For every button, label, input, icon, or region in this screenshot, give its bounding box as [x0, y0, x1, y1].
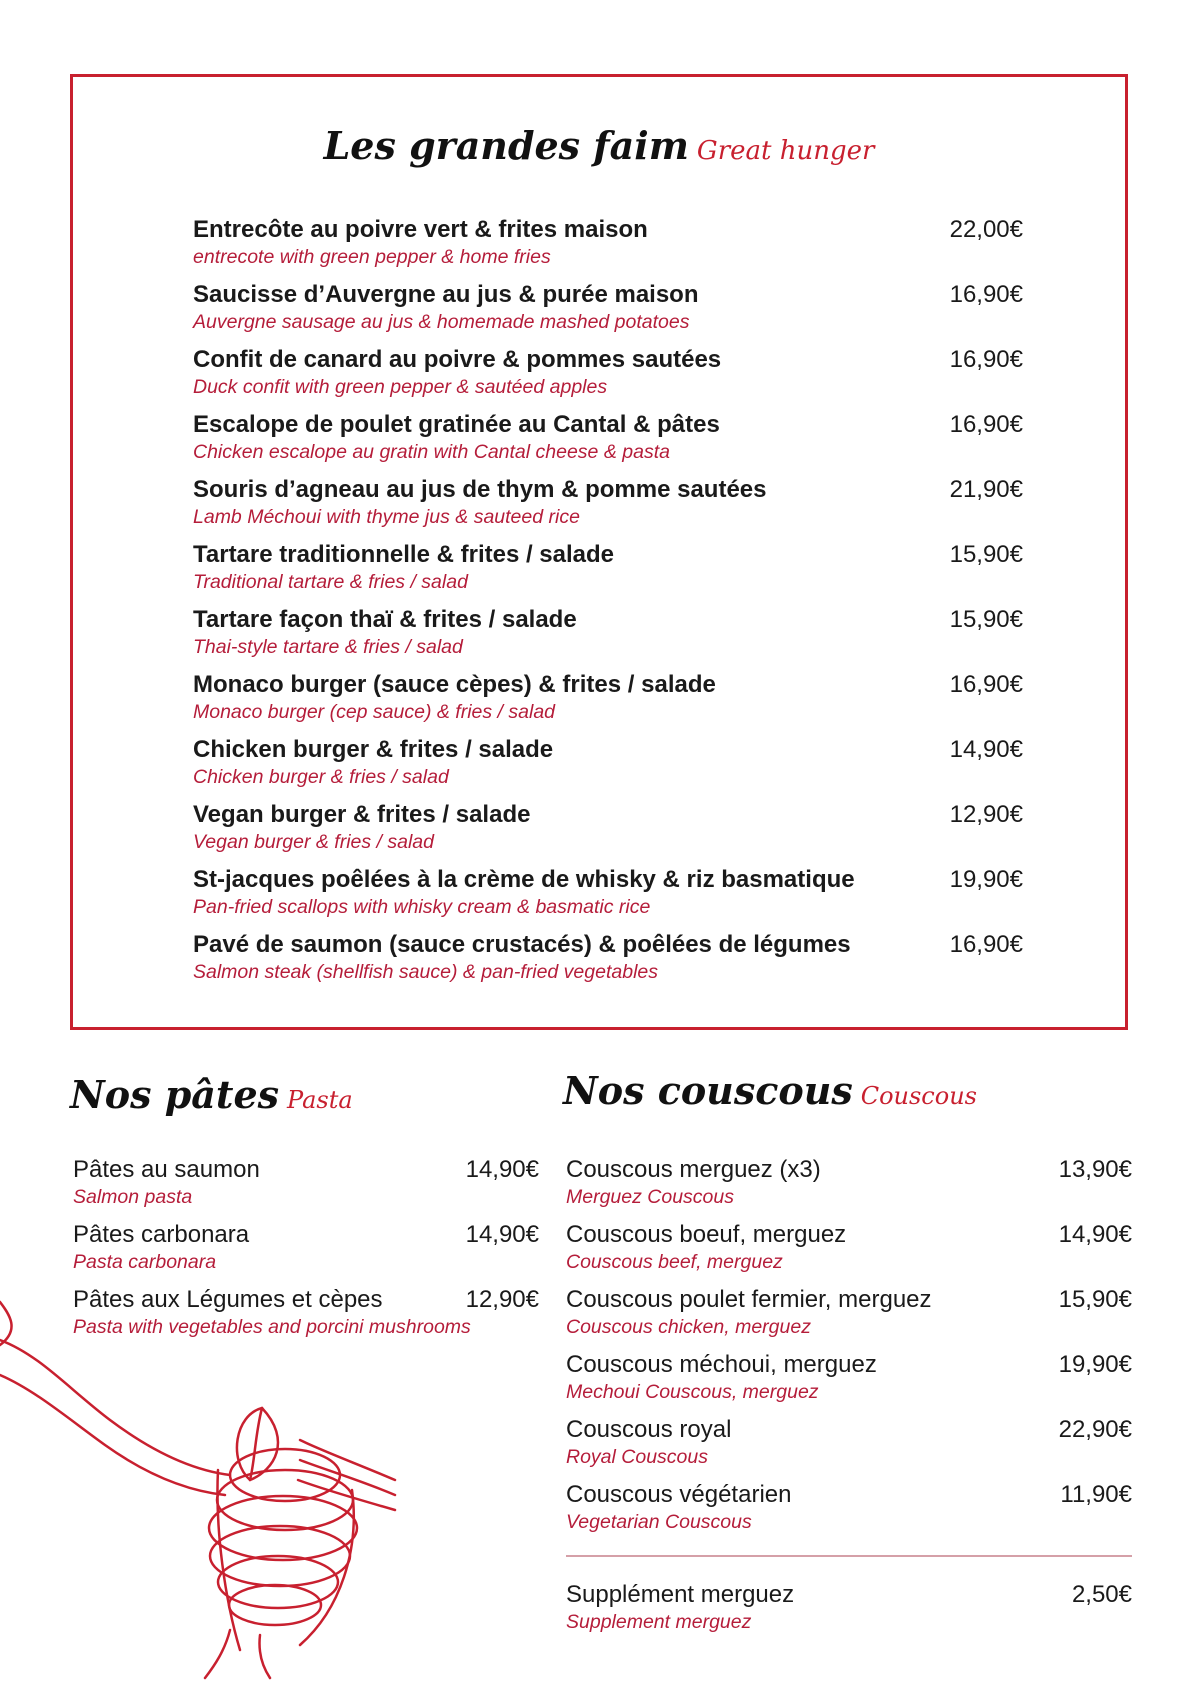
- dish-name: St-jacques poêlées à la crème de whisky & riz basmatique: [193, 866, 855, 893]
- dish-translation: Salmon pasta: [73, 1186, 193, 1208]
- dish-price: 15,90€: [949, 606, 1023, 633]
- menu-item: [193, 800, 1023, 865]
- menu-item: [193, 735, 1023, 800]
- dish-price: 13,90€: [1058, 1156, 1132, 1183]
- dish-price: 19,90€: [949, 866, 1023, 893]
- dish-price: 12,90€: [465, 1286, 539, 1313]
- dish-price: 14,90€: [465, 1156, 539, 1183]
- dish-translation: Mechoui Couscous, merguez: [566, 1381, 819, 1403]
- menu-item: [566, 1285, 1132, 1350]
- menu-item: [566, 1415, 1132, 1480]
- dish-name: Pâtes au saumon: [73, 1156, 260, 1183]
- dish-price: 14,90€: [465, 1221, 539, 1248]
- dish-name: Souris d’agneau au jus de thym & pomme sautées: [193, 476, 767, 503]
- dish-name: Tartare traditionnelle & frites / salade: [193, 541, 615, 568]
- dish-price: 19,90€: [1058, 1351, 1132, 1378]
- dish-name: Couscous merguez (x3): [566, 1156, 821, 1183]
- menu-item: [73, 1220, 539, 1285]
- dish-translation: Royal Couscous: [566, 1446, 708, 1468]
- menu-item: [193, 670, 1023, 735]
- dish-translation: Pasta with vegetables and porcini mushrooms: [73, 1316, 471, 1338]
- dish-translation: Pasta carbonara: [73, 1251, 217, 1273]
- menu-item: [73, 1155, 539, 1220]
- dish-translation: Salmon steak (shellfish sauce) & pan-fried vegetables: [193, 961, 658, 983]
- dish-price: 16,90€: [949, 671, 1023, 698]
- dish-price: 11,90€: [1060, 1481, 1132, 1508]
- menu-item: [566, 1580, 1132, 1645]
- dish-name: Monaco burger (sauce cèpes) & frites / salade: [193, 671, 716, 698]
- dish-translation: Thai-style tartare & fries / salad: [193, 636, 463, 658]
- dish-translation: Chicken escalope au gratin with Cantal cheese & pasta: [193, 441, 670, 463]
- menu-item: [566, 1155, 1132, 1220]
- main-section-title: Les grandes faim: [323, 123, 689, 168]
- dish-name: Confit de canard au poivre & pommes sautées: [193, 346, 722, 373]
- couscous-section-heading: [563, 1068, 977, 1113]
- dish-name: Couscous poulet fermier, merguez: [566, 1286, 932, 1313]
- menu-item: [193, 930, 1023, 995]
- dish-name: Pâtes aux Légumes et cèpes: [73, 1286, 383, 1313]
- menu-item: [193, 215, 1023, 280]
- dish-price: 15,90€: [1058, 1286, 1132, 1313]
- dish-translation: Duck confit with green pepper & sautéed apples: [193, 376, 608, 398]
- dish-name: Couscous méchoui, merguez: [566, 1351, 877, 1378]
- dish-translation: Traditional tartare & fries / salad: [193, 571, 468, 593]
- pasta-section-heading: [70, 1072, 353, 1117]
- dish-name: Chicken burger & frites / salade: [193, 736, 554, 763]
- dish-price: 14,90€: [949, 736, 1023, 763]
- supplement-divider: [566, 1555, 1132, 1557]
- main-section-frame: [70, 74, 1128, 1030]
- dish-name: Vegan burger & frites / salade: [193, 801, 531, 828]
- dish-name: Pavé de saumon (sauce crustacés) & poêlées de légumes: [193, 931, 851, 958]
- dish-price: 12,90€: [949, 801, 1023, 828]
- dish-price: 15,90€: [949, 541, 1023, 568]
- dish-translation: Couscous beef, merguez: [566, 1251, 783, 1273]
- menu-item: [566, 1220, 1132, 1285]
- dish-name: Couscous boeuf, merguez: [566, 1221, 847, 1248]
- main-section-subtitle: Great hunger: [696, 136, 875, 166]
- dish-price: 16,90€: [949, 931, 1023, 958]
- dish-name: Escalope de poulet gratinée au Cantal & pâtes: [193, 411, 720, 438]
- supplement-list: [566, 1580, 1132, 1645]
- dish-price: 16,90€: [949, 281, 1023, 308]
- dish-translation: Merguez Couscous: [566, 1186, 734, 1208]
- dish-price: 22,90€: [1058, 1416, 1132, 1443]
- menu-item: [566, 1480, 1132, 1545]
- menu-item: [566, 1350, 1132, 1415]
- dish-translation: Auvergne sausage au jus & homemade mashed potatoes: [193, 311, 690, 333]
- dish-price: 21,90€: [949, 476, 1023, 503]
- dish-price: 22,00€: [949, 216, 1023, 243]
- dish-name: Couscous végétarien: [566, 1481, 792, 1508]
- couscous-list: [566, 1155, 1132, 1545]
- dish-name: Supplément merguez: [566, 1581, 795, 1608]
- dish-price: 16,90€: [949, 411, 1023, 438]
- dish-translation: entrecote with green pepper & home fries: [193, 246, 551, 268]
- main-section-heading: [73, 123, 1125, 168]
- main-dish-list: [193, 215, 1023, 995]
- dish-name: Entrecôte au poivre vert & frites maison: [193, 216, 648, 243]
- dish-name: Pâtes carbonara: [73, 1221, 250, 1248]
- dish-translation: Pan-fried scallops with whisky cream & basmatic rice: [193, 896, 651, 918]
- dish-translation: Lamb Méchoui with thyme jus & sauteed rice: [193, 506, 580, 528]
- menu-item: [193, 475, 1023, 540]
- menu-item: [193, 605, 1023, 670]
- menu-item: [193, 345, 1023, 410]
- dish-translation: Vegan burger & fries / salad: [193, 831, 434, 853]
- dish-translation: Vegetarian Couscous: [566, 1511, 752, 1533]
- pasta-section-subtitle: Pasta: [287, 1086, 353, 1114]
- menu-item: [193, 865, 1023, 930]
- dish-price: 2,50€: [1071, 1581, 1132, 1608]
- dish-price: 14,90€: [1058, 1221, 1132, 1248]
- couscous-section-title: Nos couscous: [563, 1068, 853, 1113]
- dish-translation: Monaco burger (cep sauce) & fries / salad: [193, 701, 556, 723]
- dish-name: Couscous royal: [566, 1416, 732, 1443]
- dish-translation: Supplement merguez: [566, 1611, 752, 1633]
- menu-item: [193, 280, 1023, 345]
- dish-price: 16,90€: [949, 346, 1023, 373]
- dish-translation: Chicken burger & fries / salad: [193, 766, 449, 788]
- dish-translation: Couscous chicken, merguez: [566, 1316, 811, 1338]
- fork-spaghetti-icon: [0, 1300, 400, 1680]
- dish-name: Tartare façon thaï & frites / salade: [193, 606, 577, 633]
- menu-item: [193, 410, 1023, 475]
- menu-item: [193, 540, 1023, 605]
- couscous-section-subtitle: Couscous: [860, 1082, 977, 1110]
- dish-name: Saucisse d’Auvergne au jus & purée maison: [193, 281, 699, 308]
- pasta-section-title: Nos pâtes: [70, 1072, 280, 1117]
